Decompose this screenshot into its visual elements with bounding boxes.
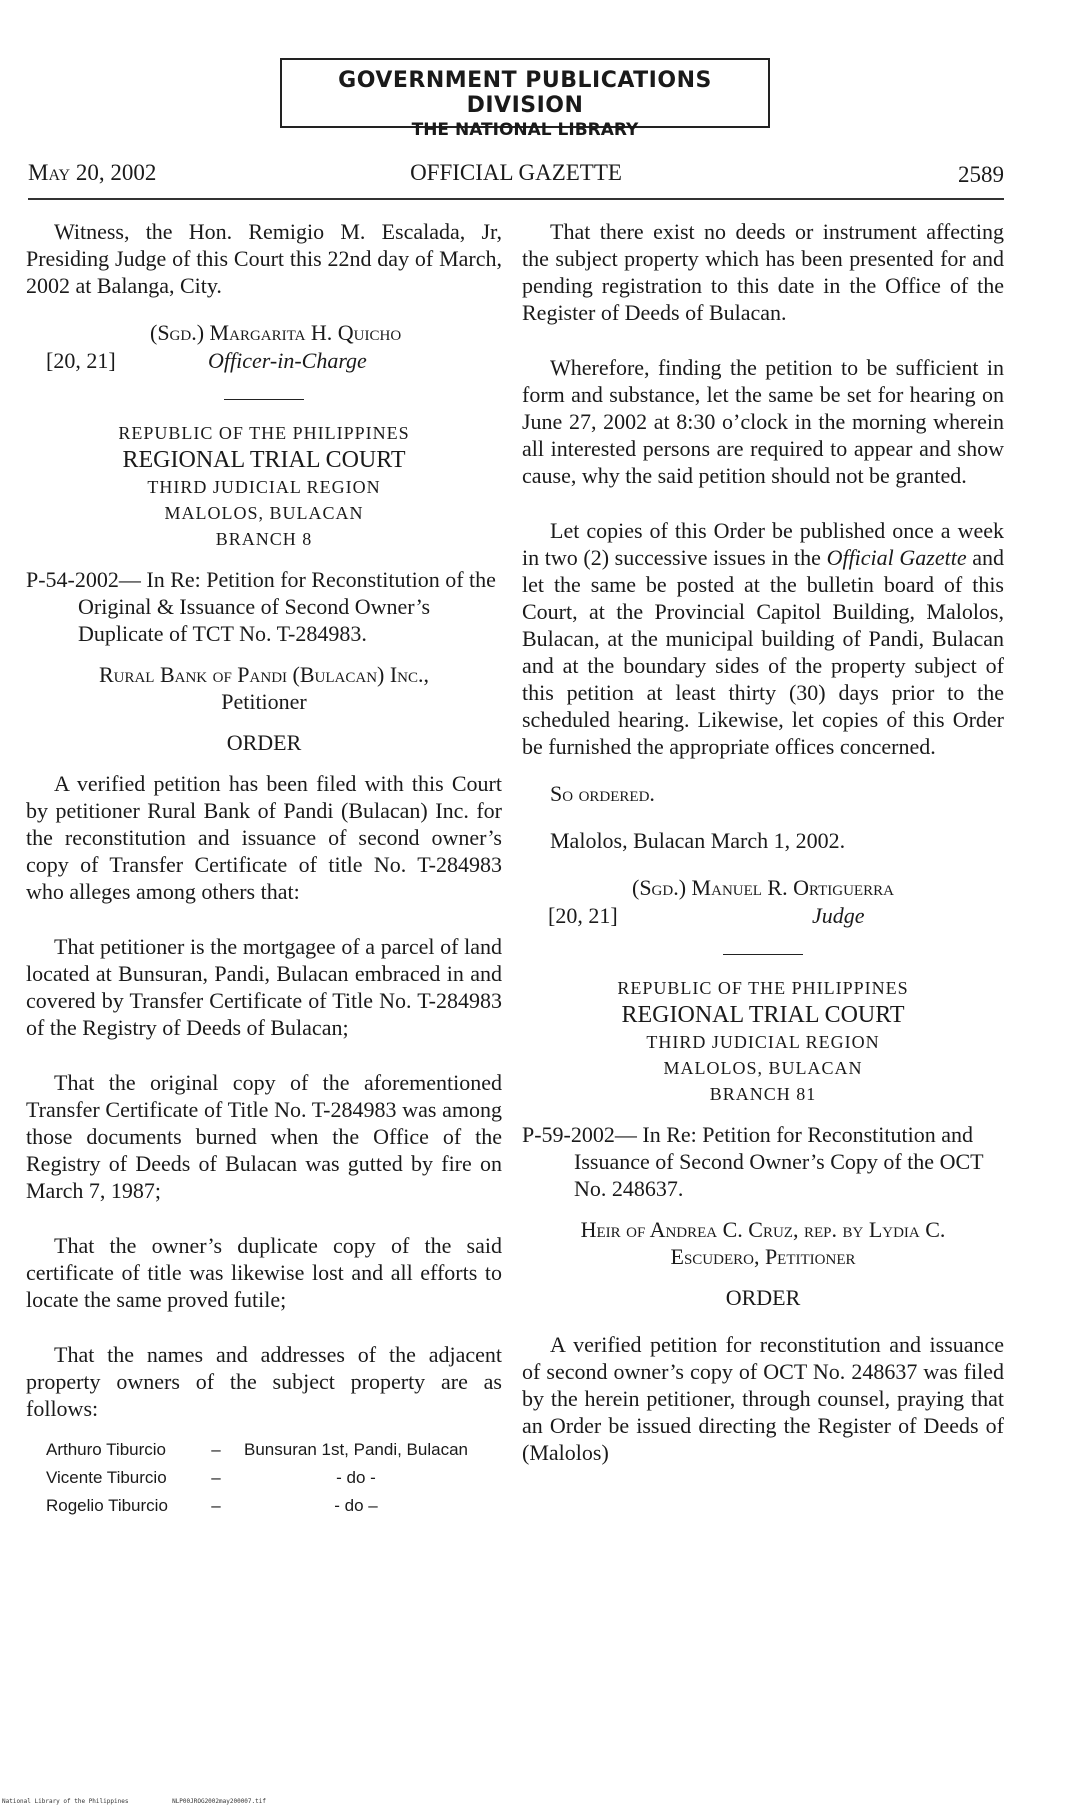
court-region: THIRD JUDICIAL REGION: [646, 1032, 880, 1052]
owner-dash: –: [211, 1440, 221, 1459]
signatory-name: (Sgd.) Margarita H. Quicho: [150, 320, 402, 345]
petitioner-name: Rural Bank of Pandi (Bulacan) Inc.,: [98, 662, 430, 687]
owner-address: - do -: [336, 1468, 376, 1487]
table-row: [46, 1436, 476, 1464]
owner-dash: –: [211, 1468, 221, 1487]
court-republic: REPUBLIC OF THE PHILIPPINES: [118, 423, 410, 443]
court-branch: BRANCH 8: [215, 529, 313, 549]
allegation-paragraph: That the original copy of the aforementioned Transfer Certificate of Title No. T-284983 was among those documents burned when the Office of the Registry of Deeds of Bulacan was gutted by fire on March 7, 1987;: [26, 1070, 502, 1203]
signature-block: [522, 874, 1004, 934]
owner-address: Bunsuran 1st, Pandi, Bulacan: [244, 1440, 468, 1459]
signatory-name: (Sgd.) Manuel R. Ortiguerra: [632, 875, 894, 900]
court-branch: BRANCH 81: [709, 1084, 817, 1104]
table-row: [46, 1492, 476, 1520]
stamp-line1: GOVERNMENT PUBLICATIONS DIVISION: [338, 68, 712, 118]
owner-dash: –: [211, 1496, 221, 1515]
witness-paragraph: Witness, the Hon. Remigio M. Escalada, Jr, Presiding Judge of this Court this 22nd day of March, 2002 at Balanga, City.: [26, 219, 502, 298]
publication-paragraph: [522, 517, 1004, 760]
library-stamp: [280, 58, 770, 140]
court-region: THIRD JUDICIAL REGION: [147, 477, 381, 497]
case-title: P-54-2002— In Re: Petition for Reconstitution of the Original & Issuance of Second Owner’s Duplicate of TCT No. T-284983.: [26, 567, 496, 646]
header-title: OFFICIAL GAZETTE: [410, 160, 622, 185]
adjacent-owners-table: [46, 1436, 476, 1520]
page-number: 2589: [958, 162, 1004, 187]
publication-text-a: Let copies of this Order be published once a week in two (2) successive issues in the: [522, 518, 1004, 570]
allegation-paragraph: That petitioner is the mortgagee of a parcel of land located at Bunsuran, Pandi, Bulacan embraced in and covered by Transfer Certificate of Title No. T-284983 of the Registry of Deeds of Bulacan;: [26, 934, 502, 1040]
stamp-line2: THE NATIONAL LIBRARY: [411, 120, 639, 140]
court-republic: REPUBLIC OF THE PHILIPPINES: [617, 978, 909, 998]
scan-footer: [2, 1798, 306, 1805]
petitioner-name: Heir of Andrea C. Cruz, rep. by Lydia C.: [580, 1217, 946, 1242]
publication-text-b: and let the same be posted at the bulletin board of this Court, at the Provincial Capitol Building, Malolos, Bulacan, at the municipal building of Pandi, Bulacan and at the boundary sides of the property subject of this petition at least thirty (30) days prior to the scheduled hearing. Likewise, let copies of this Order be furnished the appropriate offices concerned.: [522, 545, 1005, 759]
page-header: [28, 158, 1004, 200]
signature-block: [26, 319, 502, 379]
court-place: MALOLOS, BULACAN: [164, 503, 364, 523]
header-date: May 20, 2002: [28, 160, 157, 185]
owner-name: Vicente Tiburcio: [46, 1468, 167, 1487]
case-title: P-59-2002— In Re: Petition for Reconstitution and Issuance of Second Owner’s Copy of the OCT No. 248637.: [522, 1122, 984, 1201]
court-name: REGIONAL TRIAL COURT: [621, 1002, 905, 1028]
allegation-paragraph: That there exist no deeds or instrument affecting the subject property which has been presented for and pending registration to this date in the Office of the Register of Deeds of Bulacan.: [522, 219, 1004, 325]
order-paragraph: A verified petition for reconstitution and issuance of second owner’s copy of OCT No. 248637 was filed by the herein petitioner, through counsel, praying that an Order be issued directing the Register of Deeds of (Malolos): [522, 1332, 1004, 1465]
table-row: [46, 1464, 476, 1492]
owner-name: Rogelio Tiburcio: [46, 1496, 168, 1515]
footer-source: National Library of the Philippines: [2, 1798, 129, 1805]
owner-address: - do –: [334, 1496, 378, 1515]
order-heading: ORDER: [725, 1285, 801, 1310]
publication-ref: [20, 21]: [548, 903, 618, 928]
order-date: Malolos, Bulacan March 1, 2002.: [550, 828, 846, 853]
court-name: REGIONAL TRIAL COURT: [122, 447, 406, 473]
so-ordered: So ordered.: [550, 781, 655, 806]
order-heading: ORDER: [226, 730, 302, 755]
wherefore-paragraph: Wherefore, finding the petition to be sufficient in form and substance, let the same be set for hearing on June 27, 2002 at 8:30 o’clock in the morning wherein all interested persons are required to appear and show cause, why the said petition should not be granted.: [522, 355, 1004, 488]
allegation-paragraph: That the names and addresses of the adjacent property owners of the subject property are as follows:: [26, 1342, 502, 1421]
court-place: MALOLOS, BULACAN: [663, 1058, 863, 1078]
right-column: [522, 218, 1004, 1466]
signatory-title: Judge: [812, 903, 865, 928]
allegation-paragraph: That the owner’s duplicate copy of the said certificate of title was likewise lost and all efforts to locate the same proved futile;: [26, 1233, 502, 1312]
order-paragraph: A verified petition has been filed with this Court by petitioner Rural Bank of Pandi (Bulacan) Inc. for the reconstitution and issuance of second owner’s copy of Transfer Certificate of title No. T-284983 who alleges among others that:: [26, 771, 502, 904]
gazette-name: Official Gazette: [826, 545, 967, 570]
publication-ref: [20, 21]: [46, 348, 116, 373]
signatory-title: Officer-in-Charge: [208, 348, 367, 373]
left-column: [26, 218, 502, 1520]
owner-name: Arthuro Tiburcio: [46, 1440, 166, 1459]
petitioner-label: Escudero, Petitioner: [670, 1244, 856, 1269]
footer-filename: NLP00JROG2002may200007.tif: [172, 1798, 266, 1805]
petitioner-label: Petitioner: [221, 689, 307, 714]
